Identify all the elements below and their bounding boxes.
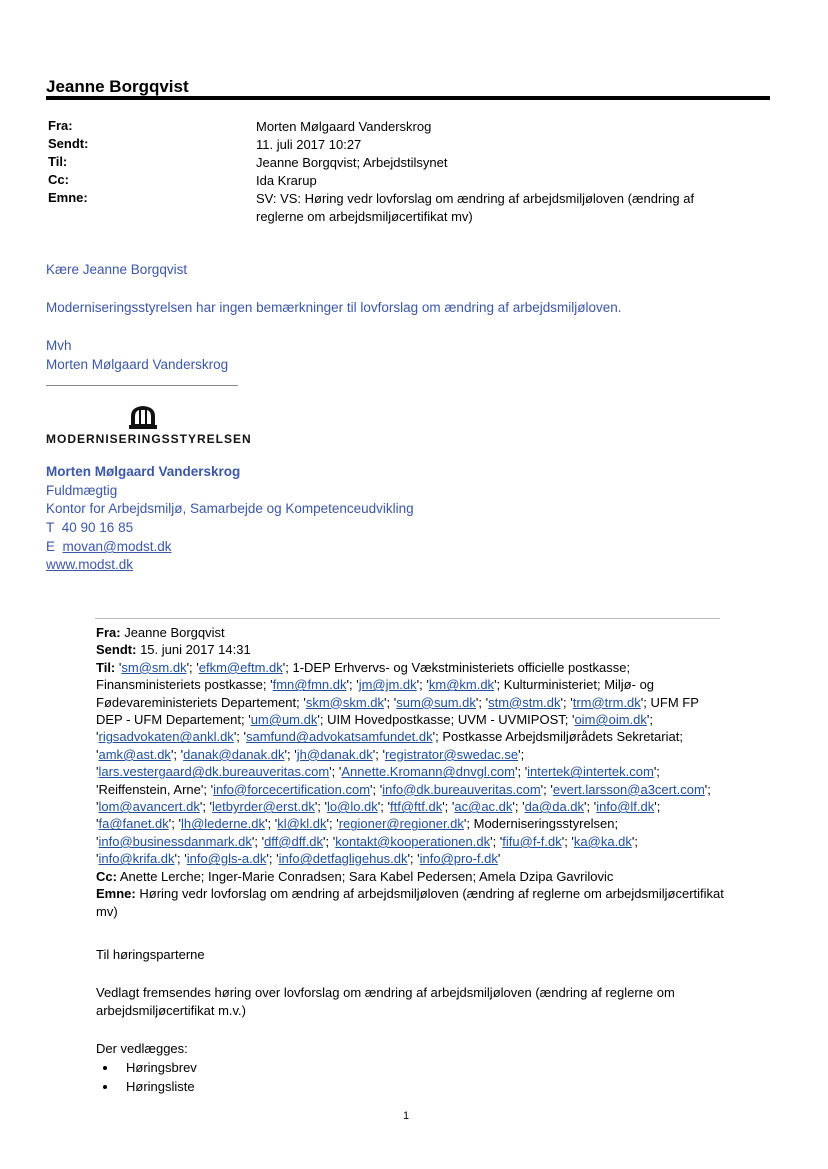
- recipient-text: '; ': [384, 694, 397, 710]
- recipient-email-link[interactable]: stm@stm.dk: [488, 694, 561, 710]
- recipient-email-link[interactable]: info@pro-f.dk: [419, 851, 498, 867]
- recipient-email-link[interactable]: jh@danak.dk: [296, 746, 373, 762]
- recipient-text: '; Kulturministeriet; Miljø- og Fødevareministeriets Departement; ': [96, 677, 655, 710]
- fwd-sent-value: 15. juni 2017 14:31: [140, 642, 251, 658]
- recipient-email-link[interactable]: info@forcecertification.com: [213, 781, 371, 797]
- greeting: Kære Jeanne Borgqvist: [46, 262, 188, 277]
- recipient-text: '; ': [416, 677, 429, 693]
- recipient-email-link[interactable]: regioner@regioner.dk: [338, 816, 464, 832]
- recipient-email-link[interactable]: rigsadvokaten@ankl.dk: [98, 729, 234, 745]
- recipient-text: '; Postkasse Arbejdsmiljørådets Sekretariat; ': [96, 729, 683, 762]
- recipient-email-link[interactable]: fa@fanet.dk: [98, 816, 169, 832]
- sent-label: Sendt:: [48, 136, 89, 151]
- recipient-email-link[interactable]: registrator@swedac.se: [384, 746, 519, 762]
- recipient-email-link[interactable]: sum@sum.dk: [396, 694, 476, 710]
- recipient-email-link[interactable]: ka@ka.dk: [573, 833, 632, 849]
- recipient-email-link[interactable]: kontakt@kooperationen.dk: [335, 833, 491, 849]
- fwd-cc-line: [96, 868, 726, 885]
- recipient-email-link[interactable]: da@da.dk: [524, 799, 585, 815]
- recipient-email-link[interactable]: skm@skm.dk: [305, 694, 385, 710]
- recipient-email-link[interactable]: letbyrder@erst.dk: [212, 799, 315, 815]
- recipient-text: '; ': [514, 764, 528, 780]
- recipient-email-link[interactable]: efkm@eftm.dk: [198, 659, 283, 675]
- fwd-subject-line: [96, 885, 726, 920]
- recipient-text: '; ': [186, 659, 199, 675]
- recipient-text: '; ': [284, 746, 297, 762]
- recipient-email-link[interactable]: lo@lo.dk: [327, 799, 378, 815]
- recipient-email-link[interactable]: fifu@f-f.dk: [502, 833, 562, 849]
- recipient-text: '; ': [475, 694, 489, 710]
- recipient-email-link[interactable]: evert.larsson@a3cert.com: [552, 781, 705, 797]
- fwd-cc-label: Cc:: [96, 868, 117, 884]
- fwd-to-label: Til:: [96, 659, 116, 675]
- recipient-email-link[interactable]: ac@ac.dk: [454, 799, 513, 815]
- recipient-text: '; ': [377, 799, 390, 815]
- signature-divider: [46, 385, 238, 386]
- recipient-text: '; ': [329, 764, 342, 780]
- closing: Mvh: [46, 338, 72, 353]
- recipient-email-link[interactable]: km@km.dk: [428, 677, 495, 693]
- signature-email: [46, 539, 172, 554]
- recipient-email-link[interactable]: kl@kl.dk: [277, 816, 327, 832]
- logo-wordmark: MODERNISERINGSSTYRELSEN: [46, 432, 252, 446]
- recipient-text: '; ': [540, 781, 553, 797]
- recipient-text: '; ': [168, 816, 181, 832]
- fwd-sent-label: Sendt:: [96, 642, 137, 658]
- recipient-email-link[interactable]: sm@sm.dk: [121, 659, 187, 675]
- recipient-text: '; ': [326, 816, 339, 832]
- recipient-text: '; 1-DEP Erhvervs- og Vækstministeriets officielle postkasse; Finansministeriets postkasse; ': [96, 659, 631, 693]
- recipient-text: '; ': [561, 833, 574, 849]
- fwd-from-label: Fra:: [96, 625, 121, 640]
- forward-paragraph: Vedlagt fremsendes høring over lovforslag om ændring af arbejdsmiljøloven (ændring af reglerne om arbejdsmiljøcertifikat m.v.): [96, 985, 675, 1018]
- salutation: Til høringsparterne: [96, 947, 205, 962]
- cc-value: Ida Krarup: [256, 173, 317, 188]
- phone-label: T: [46, 520, 55, 535]
- fwd-subject-value: Høring vedr lovforslag om ændring af arbejdsmiljøloven (ændring af reglerne om arbejdsmiljøcertifikat mv): [96, 886, 724, 919]
- recipient-text: '; ': [251, 833, 265, 849]
- forward-divider: [95, 618, 720, 619]
- signature-office: Kontor for Arbejdsmiljø, Samarbejde og Kompetenceudvikling: [46, 501, 414, 516]
- recipient-email-link[interactable]: info@detfagligehus.dk: [278, 851, 408, 867]
- recipient-email-link[interactable]: danak@danak.dk: [183, 746, 285, 762]
- fwd-sent-line: [96, 641, 726, 658]
- recipient-email-link[interactable]: lars.vestergaard@dk.bureauveritas.com: [98, 764, 330, 780]
- recipient-text: '; ': [442, 799, 455, 815]
- recipient-text: '; ': [96, 833, 638, 867]
- email-label: E: [46, 539, 56, 554]
- closing-name: Morten Mølgaard Vanderskrog: [46, 357, 229, 372]
- recipient-email-link[interactable]: um@um.dk: [250, 712, 318, 728]
- recipient-email-link[interactable]: dff@dff.dk: [264, 833, 324, 849]
- title-rule: [46, 96, 770, 100]
- recipient-text: '; ': [314, 799, 328, 815]
- recipient-email-link[interactable]: info@businessdanmark.dk: [98, 833, 252, 849]
- email-link[interactable]: movan@modst.dk: [62, 539, 172, 554]
- recipient-text: '; ': [323, 833, 336, 849]
- recipient-text: '; ': [512, 799, 525, 815]
- from-value: Morten Mølgaard Vanderskrog: [256, 119, 432, 134]
- fwd-subject-label: Emne:: [96, 886, 136, 902]
- recipient-text: '; Moderniseringsstyrelsen; ': [96, 816, 619, 849]
- attachment-item: • Høringsbrev: [118, 1058, 197, 1077]
- subject-value: SV: VS: Høring vedr lovforslag om ændring af arbejdsmiljøloven (ændring af reglerne om arbejdsmiljøcertifikat mv): [256, 191, 695, 224]
- recipient-text: '; ': [346, 677, 359, 693]
- attachments-intro: Der vedlægges:: [96, 1041, 188, 1056]
- signature-name: Morten Mølgaard Vanderskrog: [46, 464, 241, 479]
- recipient-text: '; ': [407, 851, 420, 867]
- recipient-text: ': [497, 851, 501, 867]
- recipient-email-link[interactable]: jm@jm.dk: [358, 677, 417, 693]
- recipient-text: '; UIM Hovedpostkasse; UVM - UVMIPOST; ': [317, 712, 575, 728]
- recipient-text: '; ': [233, 729, 246, 745]
- sent-value: 11. juli 2017 10:27: [256, 137, 362, 152]
- recipient-text: '; UFM FP DEP - UFM Departement; ': [96, 694, 699, 728]
- recipient-text: '; ': [170, 746, 184, 762]
- phone-number: 40 90 16 85: [61, 520, 134, 535]
- fwd-from-value: Jeanne Borgqvist: [124, 625, 225, 640]
- recipient-text: '; ': [490, 833, 503, 849]
- signature-phone: [46, 520, 133, 535]
- recipient-text: '; ': [584, 799, 597, 815]
- message-text: Moderniseringsstyrelsen har ingen bemærkninger til lovforslag om ændring af arbejdsmiljøloven.: [46, 300, 622, 315]
- attachment-item: • Høringsliste: [118, 1077, 197, 1096]
- attachments-list: [96, 1058, 197, 1096]
- recipient-text: '; ': [96, 799, 661, 832]
- recipient-text: ': [118, 659, 122, 675]
- recipient-email-link[interactable]: info@gls-a.dk: [186, 851, 267, 867]
- recipient-email-link[interactable]: fmn@fmn.dk: [272, 677, 347, 693]
- to-value: Jeanne Borgqvist; Arbejdstilsynet: [256, 155, 448, 170]
- recipient-text: '; ': [560, 694, 573, 710]
- recipient-email-link[interactable]: info@lf.dk: [596, 799, 655, 815]
- recipient-email-link[interactable]: amk@ast.dk: [98, 746, 171, 762]
- page-number: 1: [402, 1110, 410, 1122]
- recipient-email-link[interactable]: samfund@advokatsamfundet.dk: [246, 729, 433, 745]
- recipient-email-link[interactable]: intertek@intertek.com: [527, 764, 654, 780]
- recipient-email-link[interactable]: info@krifa.dk: [98, 851, 175, 867]
- to-label: Til:: [48, 154, 68, 169]
- recipient-email-link[interactable]: trm@trm.dk: [572, 694, 641, 710]
- fwd-recipients: [96, 660, 711, 866]
- recipient-text: '; ': [265, 816, 278, 832]
- recipient-email-link[interactable]: oim@oim.dk: [574, 712, 647, 728]
- recipient-text: '; ': [96, 781, 711, 815]
- recipient-email-link[interactable]: Annette.Kromann@dnvgl.com: [341, 764, 515, 780]
- recipient-text: '; ': [370, 781, 383, 797]
- subject-label: Emne:: [48, 190, 88, 205]
- recipient-text: '; ': [266, 851, 279, 867]
- recipient-text: '; ': [174, 851, 187, 867]
- forwarded-header: [96, 624, 726, 920]
- crown-logo-icon: [128, 403, 158, 431]
- fwd-cc-value: Anette Lerche; Inger-Marie Conradsen; Sara Kabel Pedersen; Amela Dzipa Gavrilovic: [119, 868, 614, 884]
- recipient-text: '; ': [96, 712, 653, 745]
- recipient-text: '; 'Reiffenstein, Arne'; ': [96, 764, 660, 797]
- website-link[interactable]: www.modst.dk: [46, 557, 134, 572]
- fwd-from-line: [96, 624, 726, 641]
- signature-title: Fuldmægtig: [46, 483, 118, 498]
- recipient-text: '; ': [199, 799, 213, 815]
- recipient-email-link[interactable]: lh@lederne.dk: [180, 816, 265, 832]
- recipient-text: '; ': [372, 746, 385, 762]
- recipient-email-link[interactable]: ftf@ftf.dk: [389, 799, 443, 815]
- recipient-text: '; ': [96, 746, 525, 780]
- page-title: Jeanne Borgqvist: [46, 77, 189, 96]
- recipient-email-link[interactable]: lom@avancert.dk: [98, 799, 200, 815]
- recipient-email-link[interactable]: info@dk.bureauveritas.com: [382, 781, 541, 797]
- fwd-to-line: [96, 659, 726, 868]
- cc-label: Cc:: [48, 172, 69, 187]
- from-label: Fra:: [48, 118, 73, 133]
